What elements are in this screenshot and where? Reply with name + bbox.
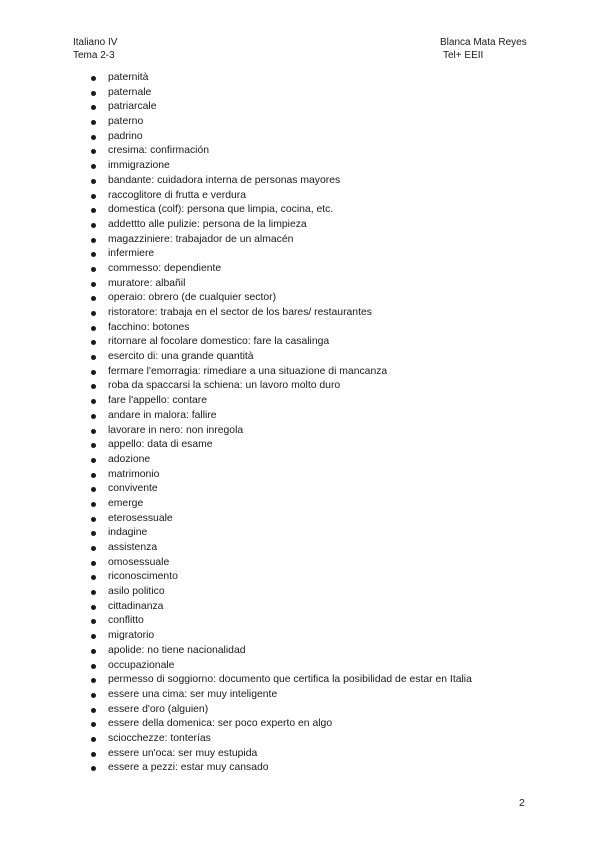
bullet-icon: [91, 223, 96, 228]
list-item: [0, 468, 472, 483]
list-item: [0, 482, 472, 497]
bullet-icon: [91, 340, 96, 345]
list-item: [0, 747, 472, 762]
list-item-text: andare in malora: fallire: [108, 409, 217, 421]
list-item: [0, 130, 472, 145]
list-item: [0, 497, 472, 512]
header-right: [440, 37, 527, 63]
list-item-text: indagine: [108, 527, 148, 539]
list-item-text: bandante: cuidadora interna de personas mayores: [108, 174, 341, 186]
list-item-text: facchino: botones: [108, 321, 190, 333]
bullet-icon: [91, 458, 96, 463]
list-item-text: ristoratore: trabaja en el sector de los bares/ restaurantes: [108, 307, 372, 318]
list-item: [0, 159, 472, 174]
list-item: [0, 761, 472, 776]
list-item-text: paterno: [108, 116, 144, 128]
bullet-icon: [91, 429, 96, 434]
bullet-icon: [91, 634, 96, 639]
list-item-text: addettto alle pulizie: persona de la limpieza: [108, 218, 307, 230]
bullet-icon: [91, 487, 96, 492]
list-item: [0, 629, 472, 644]
bullet-icon: [91, 208, 96, 213]
list-item: [0, 350, 472, 365]
bullet-icon: [91, 296, 96, 301]
bullet-icon: [91, 311, 96, 316]
list-item: [0, 144, 472, 159]
bullet-icon: [91, 693, 96, 698]
list-item: [0, 556, 472, 571]
list-item-text: muratore: albañil: [108, 277, 186, 289]
list-item-text: matrimonio: [108, 468, 160, 480]
bullet-icon: [91, 194, 96, 199]
list-item: [0, 512, 472, 527]
bullet-icon: [91, 267, 96, 272]
list-item-text: assistenza: [108, 542, 158, 553]
list-item: [0, 233, 472, 248]
bullet-icon: [91, 708, 96, 713]
list-item: [0, 570, 472, 585]
vocabulary-list: [0, 71, 472, 776]
bullet-icon: [91, 164, 96, 169]
list-item-text: adozione: [108, 453, 151, 465]
list-item-text: essere un'oca: ser muy estupida: [108, 747, 258, 759]
bullet-icon: [91, 414, 96, 419]
list-item: [0, 717, 472, 732]
list-item: [0, 262, 472, 277]
list-item: [0, 100, 472, 115]
list-item-text: essere una cima: ser muy inteligente: [108, 688, 278, 700]
list-item: [0, 409, 472, 424]
bullet-icon: [91, 517, 96, 522]
list-item-text: riconoscimento: [108, 571, 178, 583]
list-item-text: domestica (colf): persona que limpia, cocina, etc.: [108, 204, 334, 216]
list-item: [0, 306, 472, 321]
list-item-text: asilo politico: [108, 586, 165, 598]
list-item-text: fermare l'emorragia: rimediare a una situazione di mancanza: [108, 365, 388, 377]
list-item-text: paternità: [108, 72, 149, 83]
bullet-icon: [91, 766, 96, 771]
list-item-text: essere d'oro (alguien): [108, 703, 209, 715]
list-item-text: esercito di: una grande quantità: [108, 351, 254, 363]
list-item: [0, 277, 472, 292]
list-item: [0, 703, 472, 718]
bullet-icon: [91, 399, 96, 404]
bullet-icon: [91, 590, 96, 595]
bullet-icon: [91, 384, 96, 389]
list-item-text: conflitto: [108, 615, 144, 627]
list-item: [0, 86, 472, 101]
list-item-text: roba da spaccarsi la schiena: un lavoro molto duro: [108, 380, 341, 392]
list-item: [0, 291, 472, 306]
bullet-icon: [91, 282, 96, 287]
bullet-icon: [91, 179, 96, 184]
bullet-icon: [91, 443, 96, 448]
list-item-text: migratorio: [108, 630, 155, 642]
list-item-text: infermiere: [108, 248, 155, 260]
bullet-icon: [91, 355, 96, 360]
list-item: [0, 659, 472, 674]
header-left: [73, 37, 117, 63]
list-item: [0, 453, 472, 468]
list-item: [0, 115, 472, 130]
list-item: [0, 379, 472, 394]
list-item-text: patriarcale: [108, 101, 157, 113]
list-item-text: permesso di soggiorno: documento que certifica la posibilidad de estar en Italia: [108, 674, 472, 686]
bullet-icon: [91, 149, 96, 154]
list-item: [0, 526, 472, 541]
bullet-icon: [91, 238, 96, 243]
list-item-text: omosessuale: [108, 556, 170, 568]
bullet-icon: [91, 531, 96, 536]
list-item-text: cresima: confirmación: [108, 145, 210, 157]
list-item: [0, 203, 472, 218]
list-item-text: lavorare in nero: non inregola: [108, 424, 244, 436]
list-item: [0, 688, 472, 703]
author-name: Blanca Mata Reyes: [440, 37, 527, 48]
list-item: [0, 218, 472, 233]
bullet-icon: [91, 120, 96, 125]
bullet-icon: [91, 737, 96, 742]
bullet-icon: [91, 561, 96, 566]
list-item-text: essere a pezzi: estar muy cansado: [108, 762, 269, 774]
list-item: [0, 600, 472, 615]
list-item-text: fare l'appello: contare: [108, 395, 208, 407]
list-item: [0, 644, 472, 659]
page-number: 2: [519, 797, 525, 809]
list-item-text: essere della domenica: ser poco experto en algo: [108, 718, 333, 730]
list-item: [0, 541, 472, 556]
list-item: [0, 585, 472, 600]
list-item: [0, 394, 472, 409]
bullet-icon: [91, 502, 96, 507]
list-item-text: immigrazione: [108, 160, 170, 172]
list-item-text: ritornare al focolare domestico: fare la casalinga: [108, 336, 330, 348]
list-item-text: magazziniere: trabajador de un almacén: [108, 233, 294, 245]
bullet-icon: [91, 605, 96, 610]
bullet-icon: [91, 678, 96, 683]
list-item: [0, 321, 472, 336]
list-item-text: raccoglitore di frutta e verdura: [108, 189, 247, 201]
list-item: [0, 365, 472, 380]
list-item: [0, 189, 472, 204]
bullet-icon: [91, 649, 96, 654]
bullet-icon: [91, 722, 96, 727]
bullet-icon: [91, 252, 96, 257]
bullet-icon: [91, 473, 96, 478]
list-item: [0, 614, 472, 629]
bullet-icon: [91, 619, 96, 624]
list-item-text: paternale: [108, 86, 152, 98]
bullet-icon: [91, 370, 96, 375]
list-item: [0, 732, 472, 747]
course-title: Italiano IV: [73, 37, 118, 48]
list-item-text: sciocchezze: tonterías: [108, 732, 211, 744]
list-item-text: operaio: obrero (de cualquier sector): [108, 292, 277, 304]
list-item-text: padrino: [108, 130, 143, 142]
bullet-icon: [91, 105, 96, 110]
list-item-text: appello: data di esame: [108, 439, 213, 451]
list-item: [0, 438, 472, 453]
list-item: [0, 71, 472, 86]
bullet-icon: [91, 135, 96, 140]
list-item: [0, 335, 472, 350]
bullet-icon: [91, 575, 96, 580]
list-item-text: eterosessuale: [108, 512, 173, 524]
list-item: [0, 424, 472, 439]
list-item-text: convivente: [108, 483, 158, 495]
list-item-text: apolide: no tiene nacionalidad: [108, 644, 246, 656]
bullet-icon: [91, 664, 96, 669]
list-item: [0, 673, 472, 688]
bullet-icon: [91, 91, 96, 96]
list-item-text: commesso: dependiente: [108, 262, 222, 274]
topic-title: Tema 2-3: [73, 50, 115, 61]
list-item: [0, 247, 472, 262]
list-item-text: occupazionale: [108, 659, 175, 671]
list-item-text: emerge: [108, 497, 144, 509]
bullet-icon: [91, 326, 96, 331]
group-label: Tel+ EEII: [443, 50, 484, 61]
bullet-icon: [91, 546, 96, 551]
list-item-text: cittadinanza: [108, 600, 164, 612]
list-item: [0, 174, 472, 189]
bullet-icon: [91, 752, 96, 757]
bullet-icon: [91, 76, 96, 81]
